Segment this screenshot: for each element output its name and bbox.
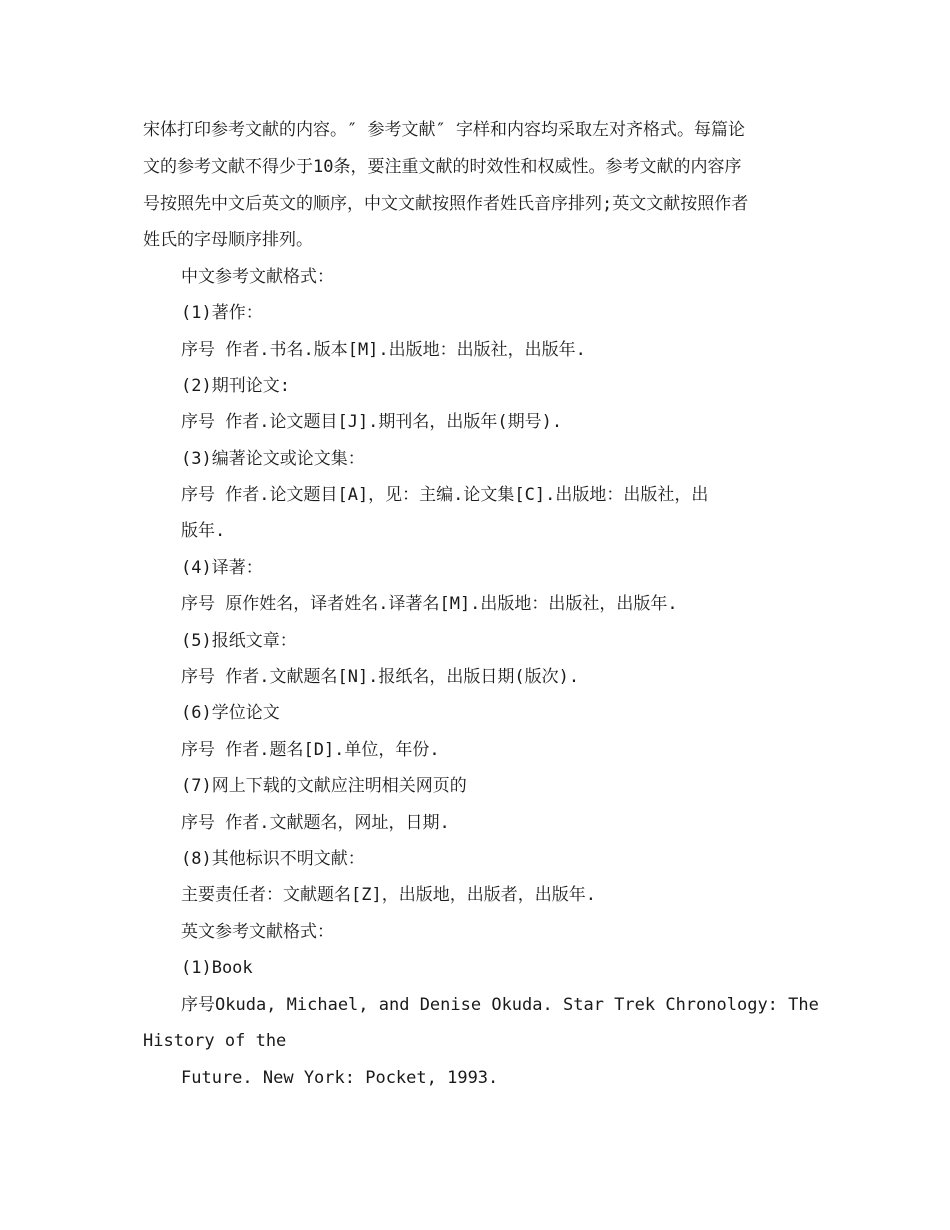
chinese-item-format: 序号 作者.题名[D].单位，年份. [181,740,440,760]
english-item-format: History of the [143,1031,287,1051]
chinese-format-heading: 中文参考文献格式： [181,267,334,287]
english-item-format: 序号Okuda, Michael, and Denise Okuda. Star Trek Chronology: The [181,995,819,1015]
intro-line: 宋体打印参考文献的内容。″ 参考文献″ 字样和内容均采取左对齐格式。每篇论 [143,120,745,140]
chinese-item-format: 主要责任者：文献题名[Z]，出版地，出版者，出版年. [181,885,596,905]
chinese-item-label: (7)网上下载的文献应注明相关网页的 [181,776,467,796]
chinese-item-label: (6)学位论文 [181,703,280,723]
chinese-item-label: (2)期刊论文: [181,376,290,396]
chinese-item-format: 序号 作者.论文题目[A]，见：主编.论文集[C].出版地：出版社，出 [181,485,709,505]
chinese-item-format: 序号 作者.书名.版本[M].出版地：出版社，出版年. [181,340,586,360]
chinese-item-label: (5)报纸文章： [181,631,297,651]
chinese-item-format: 序号 原作姓名，译者姓名.译著名[M].出版地：出版社，出版年. [181,594,678,614]
intro-line: 文的参考文献不得少于10条，要注重文献的时效性和权威性。参考文献的内容序 [143,157,742,177]
chinese-item-format: 序号 作者.文献题名[N].报纸名，出版日期(版次). [181,667,580,687]
chinese-item-format: 序号 作者.文献题名，网址，日期. [181,813,450,833]
intro-line: 号按照先中文后英文的顺序，中文文献按照作者姓氏音序排列;英文文献按照作者 [143,194,749,214]
english-format-heading: 英文参考文献格式： [181,922,334,942]
chinese-item-label: (1)著作： [181,303,263,323]
chinese-item-format: 版年. [181,521,226,541]
chinese-item-label: (3)编著论文或论文集： [181,449,365,469]
english-item-format: Future. New York: Pocket, 1993. [181,1068,499,1088]
intro-line: 姓氏的字母顺序排列。 [143,230,313,250]
chinese-item-label: (4)译著： [181,558,263,578]
chinese-item-format: 序号 作者.论文题目[J].期刊名，出版年(期号). [181,412,563,432]
english-item-label: (1)Book [181,958,253,978]
chinese-item-label: (8)其他标识不明文献： [181,849,365,869]
